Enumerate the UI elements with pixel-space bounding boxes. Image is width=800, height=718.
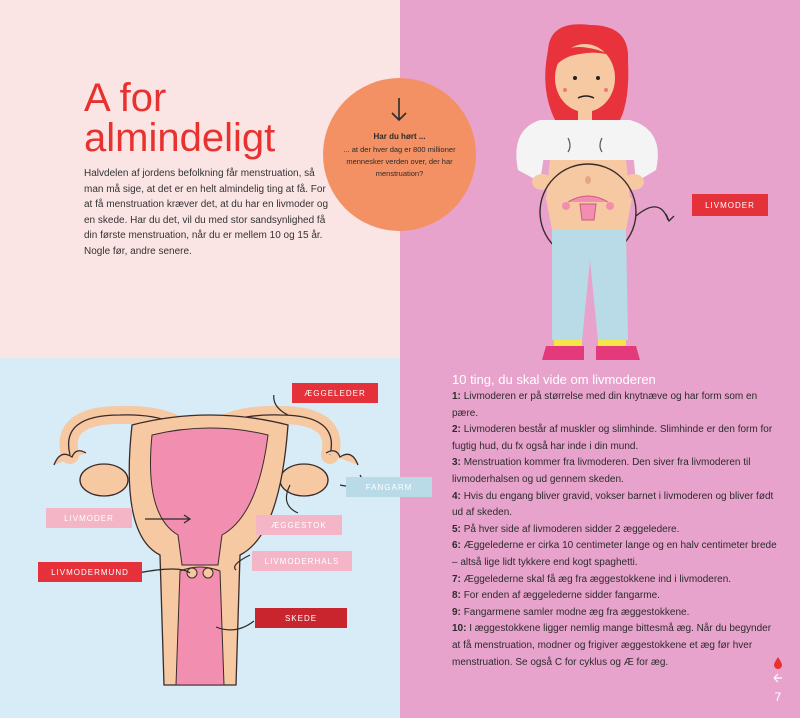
list-item-text: Æggelederne er cirka 10 centimeter lange og en halv centimeter brede – altså lige lidt tykkere end kogt spaghetti. — [452, 540, 777, 568]
list-item — [452, 389, 782, 422]
list-item-text: I æggestokkene ligger nemlig mange bittesmå æg. Når du begynder at få menstruation, modner og frigiver æggestokkene et æg før hver menstruation. Se også C for cyklus og Æ for æg. — [452, 623, 772, 668]
list-item — [452, 605, 782, 622]
list-item — [452, 422, 782, 455]
list-item — [452, 489, 782, 522]
list-item-text: Æggelederne skal få æg fra æggestokkene ind i livmoderen. — [463, 573, 732, 585]
list-item-text: Hvis du engang bliver gravid, vokser barnet i livmoderen og bliver født ud af skeden. — [452, 490, 774, 519]
list-item-number: 5: — [452, 523, 461, 535]
label-livmoder: LIVMODER — [46, 508, 132, 528]
fact-heading: Har du hørt ... — [373, 132, 426, 141]
label-livmodermund: LIVMODERMUND — [38, 562, 142, 582]
fact-text: ... at der hver dag er 800 millioner mennesker verden over, der har menstruation? — [343, 145, 456, 178]
label-aeggestok: ÆGGESTOK — [256, 515, 342, 535]
page-number: 7 — [774, 690, 782, 704]
title-line-1: A for — [84, 76, 167, 120]
list-item — [452, 588, 782, 605]
list-item-text: Menstruation kommer fra livmoderen. Den siver fra livmoderen til livmoderhalsen og ud gennem skeden. — [452, 457, 751, 485]
drop-arrow-icon — [772, 656, 784, 686]
title-line-2: almindeligt — [84, 116, 276, 160]
intro-text: Halvdelen af jordens befolkning får menstruation, så man må sige, at det er en helt almindelig ting at få. For at få menstruation kræver det, at du har en livmoder og en skede. Har du det, vil du med stor sandsynlighed få din første menstruation, når du er mellem 10 og 15 år. Nogle før, andre senere. — [84, 168, 329, 257]
list-item-number: 1: — [452, 391, 461, 402]
list-item-text: For enden af æggelederne sidder fangarme. — [463, 590, 660, 602]
list-item-number: 2: — [452, 424, 461, 436]
list-item-number: 4: — [452, 490, 461, 502]
list-item-text: Fangarmene samler modne æg fra æggestokkene. — [463, 606, 690, 618]
list-item-text: Livmoderen består af muskler og slimhinde. Slimhinde er den form for fugtig hud, du fx også har inde i din mund. — [452, 424, 773, 452]
label-aeggeleder: ÆGGELEDER — [292, 383, 378, 403]
arrow-down-icon — [389, 96, 409, 124]
label-livmoder-top: LIVMODER — [692, 194, 768, 216]
list-item-text: Livmoderen er på størrelse med din knytnæve og har form som en pære. — [452, 391, 758, 419]
girl-illustration — [480, 20, 700, 365]
fact-circle — [323, 78, 476, 231]
list-item — [452, 621, 782, 671]
label-livmoderhals: LIVMODERHALS — [252, 551, 352, 571]
list-item-number: 9: — [452, 606, 461, 618]
label-fangarm: FANGARM — [346, 477, 432, 497]
list-item — [452, 572, 782, 589]
page-marker — [768, 656, 788, 691]
list-item-text: På hver side af livmoderen sidder 2 æggeledere. — [463, 523, 680, 535]
list-item-number: 8: — [452, 590, 461, 602]
list-item-number: 3: — [452, 457, 461, 469]
list-item — [452, 522, 782, 539]
facts-list — [452, 389, 782, 671]
list-item-number: 10: — [452, 623, 467, 635]
list-item-number: 7: — [452, 573, 461, 585]
list-title: 10 ting, du skal vide om livmoderen — [452, 372, 656, 387]
list-item-number: 6: — [452, 540, 461, 552]
list-item — [452, 538, 782, 571]
list-item — [452, 455, 782, 488]
uterus-diagram — [40, 395, 380, 705]
label-skede: SKEDE — [255, 608, 347, 628]
page-title — [84, 78, 275, 158]
